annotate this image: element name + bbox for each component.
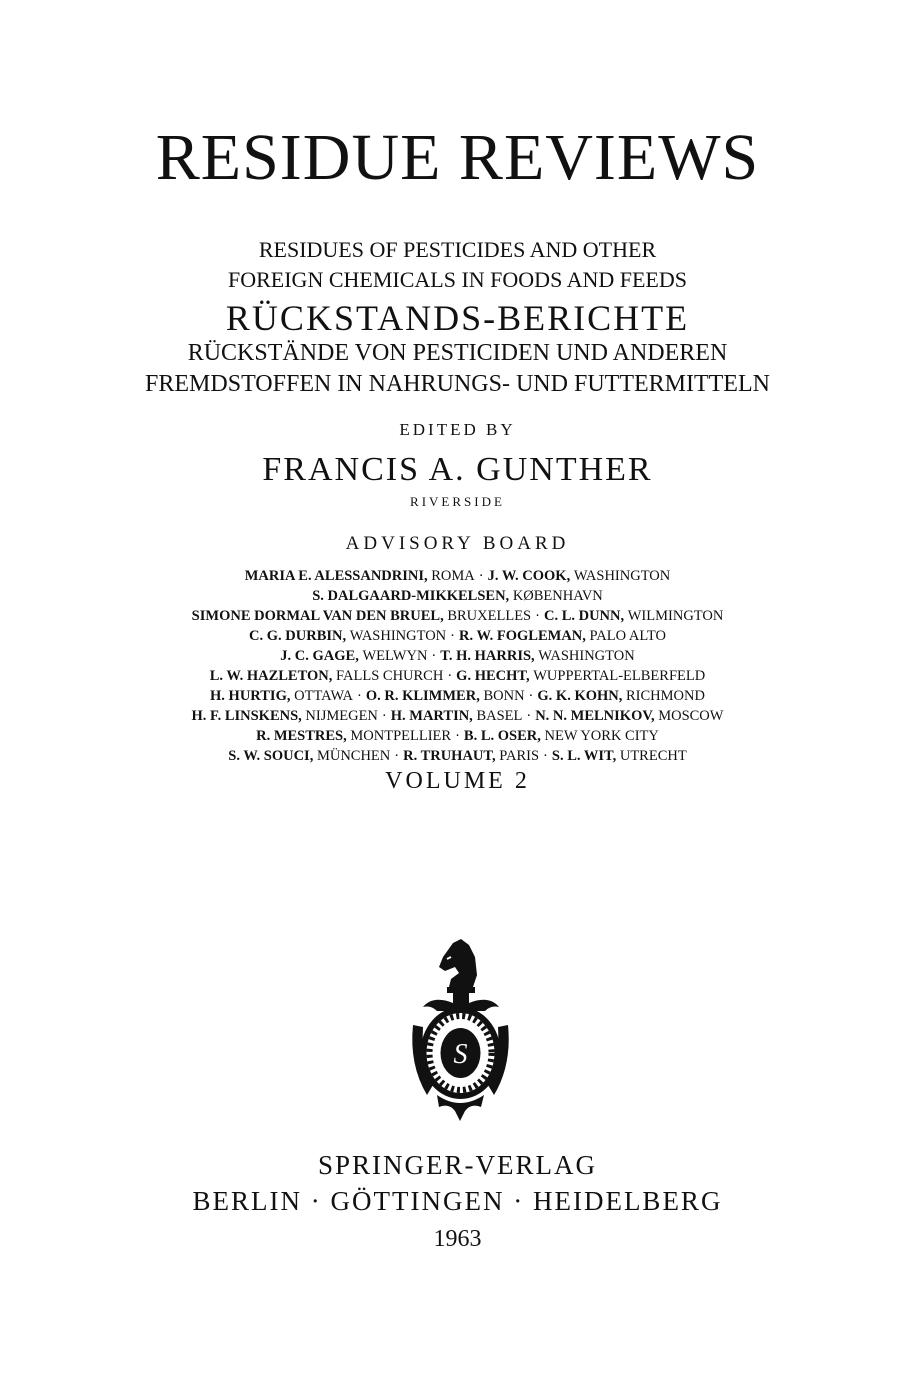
member-name: O. R. KLIMMER, (365, 688, 484, 704)
advisory-board-line (0, 646, 915, 666)
member-location: WASHINGTON (538, 648, 635, 664)
member-name: MARIA E. ALESSANDRINI, (244, 568, 432, 584)
advisory-board-line (0, 666, 915, 686)
member-name: S. W. SOUCI, (228, 748, 317, 764)
advisory-board-line (0, 726, 915, 746)
member-name: R. W. FOGLEMAN, (459, 628, 590, 644)
separator-dot: · (447, 668, 453, 684)
publication-year: 1963 (433, 1226, 482, 1252)
edited-by-label: EDITED BY (399, 420, 516, 439)
member-location: MOSCOW (658, 708, 724, 724)
member-name: C. G. DURBIN, (249, 628, 350, 644)
member-name: L. W. HAZLETON, (209, 668, 337, 684)
separator-dot: · (431, 648, 437, 664)
member-location: UTRECHT (619, 748, 687, 764)
member-name: H. F. LINSKENS, (191, 708, 306, 724)
member-name: S. L. WIT, (551, 748, 620, 764)
member-name: SIMONE DORMAL VAN DEN BRUEL, (191, 608, 448, 624)
subtitle-de-line-1: RÜCKSTÄNDE VON PESTICIDEN UND ANDEREN (187, 340, 728, 366)
advisory-board-line (0, 686, 915, 706)
member-location: BRUXELLES (447, 608, 532, 624)
member-name: B. L. OSER, (463, 728, 545, 744)
member-name: H. MARTIN, (390, 708, 477, 724)
advisory-board-heading: ADVISORY BOARD (345, 533, 570, 554)
series-title-german: RÜCKSTANDS-BERICHTE (225, 298, 690, 338)
member-location: KØBENHAVN (512, 588, 603, 604)
member-location: WELWYN (362, 648, 428, 664)
separator-dot: · (478, 568, 484, 584)
volume-label: VOLUME 2 (385, 768, 530, 794)
member-location: FALLS CHURCH (336, 668, 444, 684)
member-location: ROMA (431, 568, 475, 584)
subtitle-de-line-2: FREMDSTOFFEN IN NAHRUNGS- UND FUTTERMITTELN (145, 371, 770, 397)
separator-dot: · (381, 708, 387, 724)
member-name: T. H. HARRIS, (440, 648, 539, 664)
member-name: C. L. DUNN, (543, 608, 628, 624)
member-name: H. HURTIG, (210, 688, 295, 704)
separator-dot: · (528, 688, 534, 704)
publisher-cities: BERLIN · GÖTTINGEN · HEIDELBERG (192, 1186, 723, 1216)
member-location: NEW YORK CITY (544, 728, 659, 744)
separator-dot: · (394, 748, 400, 764)
subtitle-en-line-2: FOREIGN CHEMICALS IN FOODS AND FEEDS (228, 267, 687, 292)
member-name: J. C. GAGE, (280, 648, 363, 664)
separator-dot: · (450, 628, 455, 644)
advisory-board-line (0, 606, 915, 626)
member-name: R. TRUHAUT, (403, 748, 500, 764)
editor-name: FRANCIS A. GUNTHER (262, 451, 653, 488)
member-location: RICHMOND (626, 688, 705, 704)
editor-location: RIVERSIDE (410, 494, 505, 509)
svg-text:S: S (453, 1039, 468, 1070)
member-location: NIJMEGEN (305, 708, 378, 724)
member-name: N. N. MELNIKOV, (535, 708, 659, 724)
advisory-board-line (0, 746, 915, 766)
springer-knight-emblem-icon (403, 935, 518, 1125)
member-location: WASHINGTON (573, 568, 671, 584)
member-name: S. DALGAARD-MIKKELSEN, (312, 588, 513, 604)
member-name: R. MESTRES, (256, 728, 351, 744)
member-name: J. W. COOK, (487, 568, 574, 584)
separator-dot: · (526, 708, 532, 724)
separator-dot: · (455, 728, 460, 744)
separator-dot: · (535, 608, 540, 624)
member-location: BASEL (476, 708, 523, 724)
member-location: MONTPELLIER (350, 728, 452, 744)
member-location: WUPPERTAL-ELBERFELD (533, 668, 706, 684)
advisory-board-line (0, 706, 915, 726)
member-location: BONN (483, 688, 525, 704)
separator-dot: · (357, 688, 362, 704)
separator-dot: · (543, 748, 548, 764)
publisher-name: SPRINGER-VERLAG (317, 1150, 597, 1180)
subtitle-en-line-1: RESIDUES OF PESTICIDES AND OTHER (258, 237, 657, 262)
member-location: WILMINGTON (627, 608, 724, 624)
member-location: WASHINGTON (349, 628, 447, 644)
member-location: PARIS (499, 748, 540, 764)
member-location: OTTAWA (294, 688, 353, 704)
member-location: MÜNCHEN (316, 748, 391, 764)
advisory-board-line (0, 626, 915, 646)
member-location: PALO ALTO (589, 628, 666, 644)
member-name: G. HECHT, (456, 668, 534, 684)
member-name: G. K. KOHN, (537, 688, 627, 704)
series-title: RESIDUE REVIEWS (155, 121, 760, 194)
advisory-board-line (0, 566, 915, 586)
advisory-board-line (0, 586, 915, 606)
